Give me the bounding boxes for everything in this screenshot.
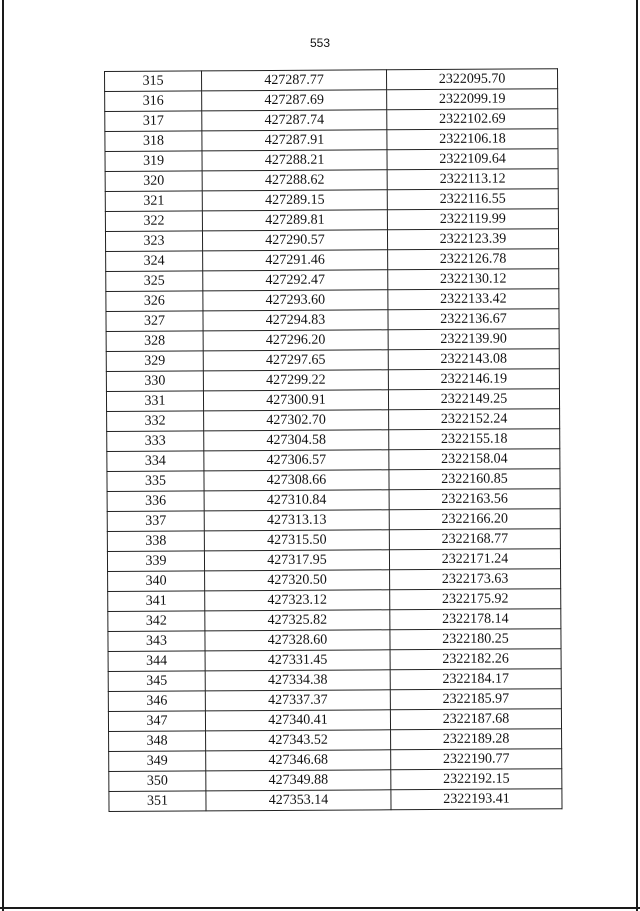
point-number-cell: 345 bbox=[108, 671, 205, 692]
x-coordinate-cell: 427288.62 bbox=[202, 170, 387, 191]
y-coordinate-cell: 2322163.56 bbox=[389, 489, 560, 510]
point-number-cell: 318 bbox=[105, 131, 202, 152]
table-row bbox=[108, 689, 561, 712]
point-number-cell: 340 bbox=[108, 571, 205, 592]
y-coordinate-cell: 2322193.41 bbox=[391, 789, 562, 810]
point-number-cell: 322 bbox=[105, 211, 202, 232]
y-coordinate-cell: 2322133.42 bbox=[388, 289, 559, 310]
point-number-cell: 316 bbox=[105, 91, 202, 112]
y-coordinate-cell: 2322109.64 bbox=[387, 149, 558, 170]
y-coordinate-cell: 2322146.19 bbox=[388, 369, 559, 390]
coordinates-table bbox=[104, 68, 563, 812]
y-coordinate-cell: 2322190.77 bbox=[391, 749, 562, 770]
table-row bbox=[106, 289, 559, 312]
page-border-right bbox=[636, 0, 638, 911]
point-number-cell: 315 bbox=[105, 71, 202, 92]
point-number-cell: 317 bbox=[105, 111, 202, 132]
table-row bbox=[109, 749, 562, 772]
x-coordinate-cell: 427323.12 bbox=[205, 590, 390, 611]
x-coordinate-cell: 427308.66 bbox=[204, 470, 389, 491]
table-row bbox=[105, 189, 558, 212]
y-coordinate-cell: 2322189.28 bbox=[391, 729, 562, 750]
table-row bbox=[107, 489, 560, 512]
point-number-cell: 331 bbox=[106, 391, 203, 412]
point-number-cell: 326 bbox=[106, 291, 203, 312]
point-number-cell: 347 bbox=[108, 711, 205, 732]
y-coordinate-cell: 2322116.55 bbox=[387, 189, 558, 210]
point-number-cell: 329 bbox=[106, 351, 203, 372]
y-coordinate-cell: 2322143.08 bbox=[388, 349, 559, 370]
point-number-cell: 334 bbox=[107, 451, 204, 472]
x-coordinate-cell: 427310.84 bbox=[204, 490, 389, 511]
point-number-cell: 344 bbox=[108, 651, 205, 672]
table-row bbox=[108, 709, 561, 732]
table-row bbox=[105, 209, 558, 232]
x-coordinate-cell: 427320.50 bbox=[205, 570, 390, 591]
x-coordinate-cell: 427343.52 bbox=[206, 730, 391, 751]
point-number-cell: 351 bbox=[109, 791, 206, 812]
table-row bbox=[106, 249, 559, 272]
y-coordinate-cell: 2322136.67 bbox=[388, 309, 559, 330]
x-coordinate-cell: 427315.50 bbox=[204, 530, 389, 551]
table-row bbox=[107, 529, 560, 552]
y-coordinate-cell: 2322168.77 bbox=[389, 529, 560, 550]
table-row bbox=[107, 549, 560, 572]
table-row bbox=[105, 89, 558, 112]
x-coordinate-cell: 427299.22 bbox=[203, 370, 388, 391]
table-row bbox=[105, 69, 558, 92]
table-row bbox=[108, 649, 561, 672]
y-coordinate-cell: 2322126.78 bbox=[388, 249, 559, 270]
page-number: 553 bbox=[309, 36, 331, 50]
x-coordinate-cell: 427304.58 bbox=[204, 430, 389, 451]
x-coordinate-cell: 427353.14 bbox=[206, 790, 391, 811]
point-number-cell: 343 bbox=[108, 631, 205, 652]
table-row bbox=[105, 129, 558, 152]
x-coordinate-cell: 427292.47 bbox=[203, 270, 388, 291]
point-number-cell: 350 bbox=[109, 771, 206, 792]
point-number-cell: 348 bbox=[109, 731, 206, 752]
y-coordinate-cell: 2322182.26 bbox=[390, 649, 561, 670]
x-coordinate-cell: 427293.60 bbox=[203, 290, 388, 311]
y-coordinate-cell: 2322099.19 bbox=[387, 89, 558, 110]
y-coordinate-cell: 2322180.25 bbox=[390, 629, 561, 650]
point-number-cell: 327 bbox=[106, 311, 203, 332]
table-row bbox=[105, 169, 558, 192]
y-coordinate-cell: 2322173.63 bbox=[390, 569, 561, 590]
x-coordinate-cell: 427306.57 bbox=[204, 450, 389, 471]
x-coordinate-cell: 427290.57 bbox=[202, 230, 387, 251]
point-number-cell: 324 bbox=[106, 251, 203, 272]
coordinates-table-body bbox=[105, 69, 563, 812]
y-coordinate-cell: 2322187.68 bbox=[390, 709, 561, 730]
table-row bbox=[106, 309, 559, 332]
table-row bbox=[105, 149, 558, 172]
point-number-cell: 328 bbox=[106, 331, 203, 352]
y-coordinate-cell: 2322175.92 bbox=[390, 589, 561, 610]
table-row bbox=[106, 389, 559, 412]
table-row bbox=[107, 429, 560, 452]
y-coordinate-cell: 2322130.12 bbox=[388, 269, 559, 290]
y-coordinate-cell: 2322119.99 bbox=[387, 209, 558, 230]
x-coordinate-cell: 427289.15 bbox=[202, 190, 387, 211]
y-coordinate-cell: 2322192.15 bbox=[391, 769, 562, 790]
table-row bbox=[109, 729, 562, 752]
x-coordinate-cell: 427287.91 bbox=[202, 130, 387, 151]
y-coordinate-cell: 2322184.17 bbox=[390, 669, 561, 690]
point-number-cell: 349 bbox=[109, 751, 206, 772]
x-coordinate-cell: 427313.13 bbox=[204, 510, 389, 531]
y-coordinate-cell: 2322155.18 bbox=[389, 429, 560, 450]
x-coordinate-cell: 427328.60 bbox=[205, 630, 390, 651]
x-coordinate-cell: 427331.45 bbox=[205, 650, 390, 671]
table-row bbox=[106, 269, 559, 292]
table-row bbox=[105, 109, 558, 132]
y-coordinate-cell: 2322158.04 bbox=[389, 449, 560, 470]
x-coordinate-cell: 427287.69 bbox=[202, 90, 387, 111]
x-coordinate-cell: 427346.68 bbox=[206, 750, 391, 771]
y-coordinate-cell: 2322106.18 bbox=[387, 129, 558, 150]
point-number-cell: 319 bbox=[105, 151, 202, 172]
table-row bbox=[109, 789, 562, 812]
x-coordinate-cell: 427289.81 bbox=[202, 210, 387, 231]
x-coordinate-cell: 427294.83 bbox=[203, 310, 388, 331]
x-coordinate-cell: 427296.20 bbox=[203, 330, 388, 351]
point-number-cell: 336 bbox=[107, 491, 204, 512]
page-border-left bbox=[2, 0, 4, 911]
table-row bbox=[107, 409, 560, 432]
x-coordinate-cell: 427288.21 bbox=[202, 150, 387, 171]
y-coordinate-cell: 2322123.39 bbox=[387, 229, 558, 250]
point-number-cell: 337 bbox=[107, 511, 204, 532]
page-border-bottom bbox=[0, 907, 640, 909]
point-number-cell: 323 bbox=[105, 231, 202, 252]
x-coordinate-cell: 427297.65 bbox=[203, 350, 388, 371]
x-coordinate-cell: 427340.41 bbox=[205, 710, 390, 731]
table-row bbox=[106, 349, 559, 372]
point-number-cell: 332 bbox=[107, 411, 204, 432]
table-row bbox=[108, 569, 561, 592]
x-coordinate-cell: 427300.91 bbox=[203, 390, 388, 411]
table-row bbox=[107, 509, 560, 532]
point-number-cell: 320 bbox=[105, 171, 202, 192]
x-coordinate-cell: 427287.74 bbox=[202, 110, 387, 131]
point-number-cell: 330 bbox=[106, 371, 203, 392]
y-coordinate-cell: 2322139.90 bbox=[388, 329, 559, 350]
x-coordinate-cell: 427325.82 bbox=[205, 610, 390, 631]
y-coordinate-cell: 2322095.70 bbox=[386, 69, 557, 90]
point-number-cell: 342 bbox=[108, 611, 205, 632]
y-coordinate-cell: 2322166.20 bbox=[389, 509, 560, 530]
point-number-cell: 338 bbox=[107, 531, 204, 552]
x-coordinate-cell: 427287.77 bbox=[202, 70, 387, 91]
table-row bbox=[108, 609, 561, 632]
point-number-cell: 339 bbox=[107, 551, 204, 572]
table-row bbox=[108, 589, 561, 612]
point-number-cell: 333 bbox=[107, 431, 204, 452]
table-row bbox=[106, 369, 559, 392]
y-coordinate-cell: 2322113.12 bbox=[387, 169, 558, 190]
y-coordinate-cell: 2322171.24 bbox=[389, 549, 560, 570]
table-row bbox=[107, 469, 560, 492]
point-number-cell: 335 bbox=[107, 471, 204, 492]
y-coordinate-cell: 2322160.85 bbox=[389, 469, 560, 490]
table-row bbox=[108, 629, 561, 652]
y-coordinate-cell: 2322185.97 bbox=[390, 689, 561, 710]
y-coordinate-cell: 2322149.25 bbox=[388, 389, 559, 410]
table-row bbox=[107, 449, 560, 472]
y-coordinate-cell: 2322152.24 bbox=[389, 409, 560, 430]
table-row bbox=[108, 669, 561, 692]
point-number-cell: 321 bbox=[105, 191, 202, 212]
x-coordinate-cell: 427334.38 bbox=[205, 670, 390, 691]
table-row bbox=[106, 329, 559, 352]
y-coordinate-cell: 2322178.14 bbox=[390, 609, 561, 630]
point-number-cell: 325 bbox=[106, 271, 203, 292]
x-coordinate-cell: 427302.70 bbox=[204, 410, 389, 431]
table-row bbox=[105, 229, 558, 252]
x-coordinate-cell: 427337.37 bbox=[205, 690, 390, 711]
x-coordinate-cell: 427291.46 bbox=[203, 250, 388, 271]
table-row bbox=[109, 769, 562, 792]
point-number-cell: 346 bbox=[108, 691, 205, 712]
x-coordinate-cell: 427317.95 bbox=[204, 550, 389, 571]
y-coordinate-cell: 2322102.69 bbox=[387, 109, 558, 130]
x-coordinate-cell: 427349.88 bbox=[206, 770, 391, 791]
point-number-cell: 341 bbox=[108, 591, 205, 612]
